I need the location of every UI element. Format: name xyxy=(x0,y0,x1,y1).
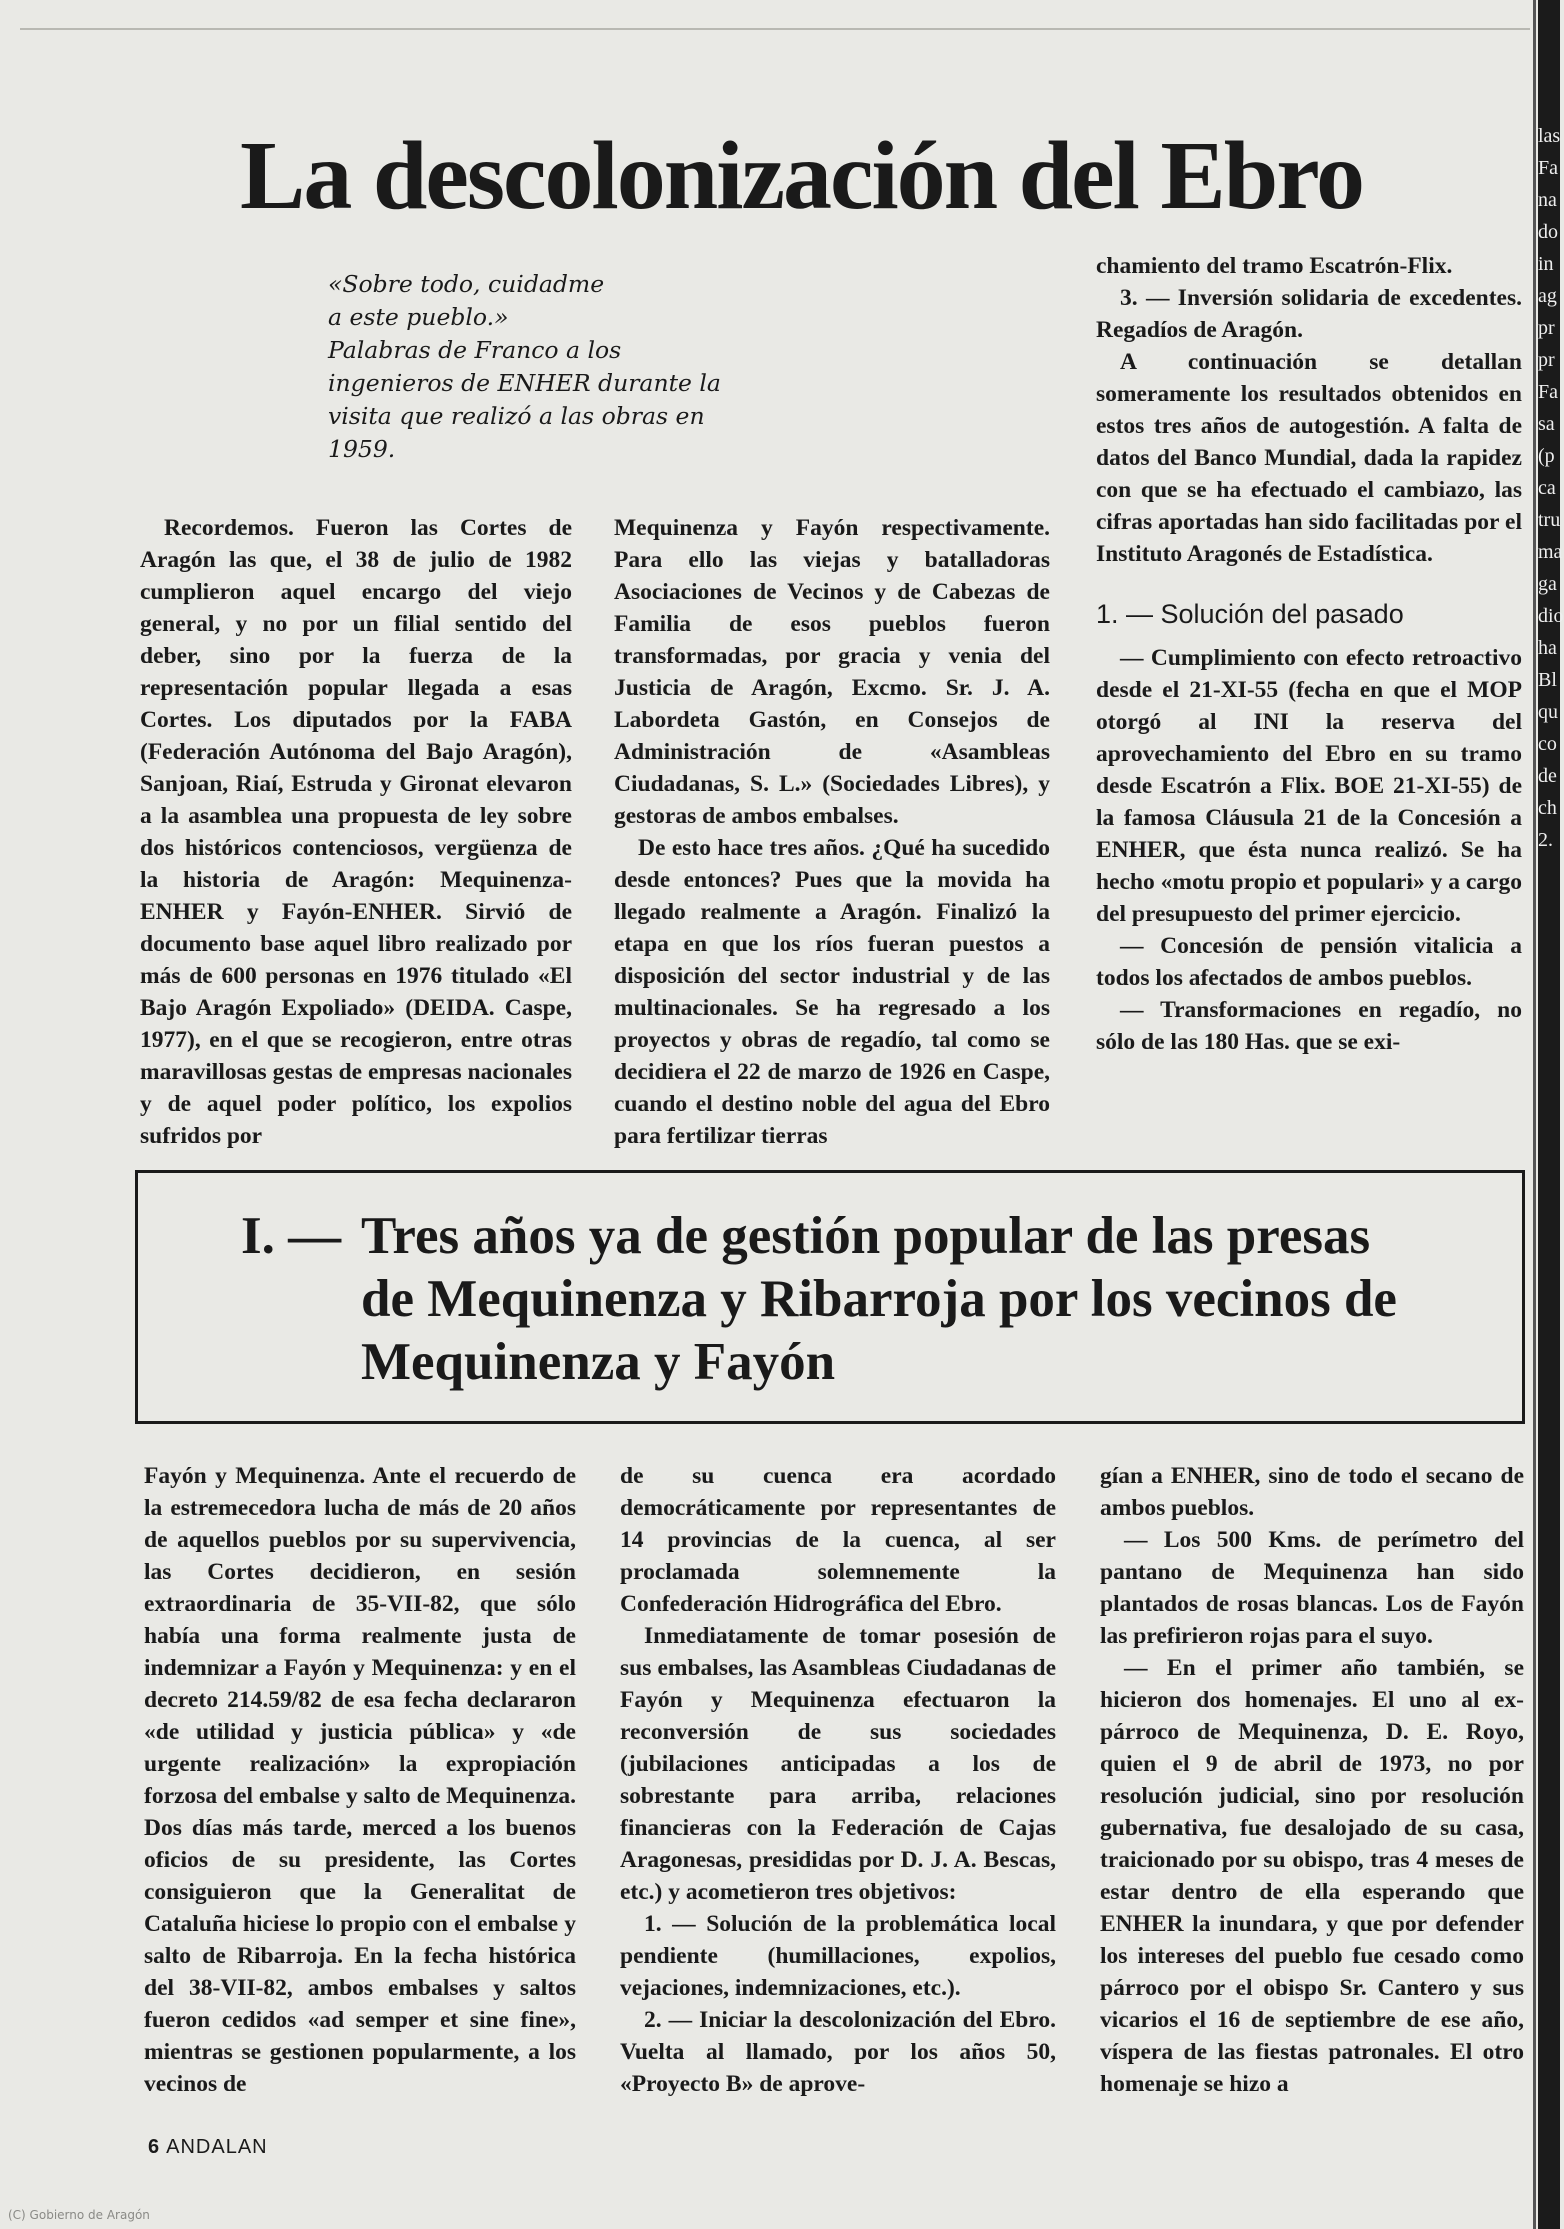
intro-col3-paragraph-2: 3. — Inversión solidaria de excedentes. Regadíos de Aragón. xyxy=(1096,285,1522,343)
intro-col3-paragraph-4: — Cumplimiento con efecto retroactivo desde el 21-XI-55 (fecha en que el MOP otorgó al INI la reserva del aprovechamiento del Ebro en su tramo desde Escatrón a Flix. BOE 21-XI-55) de la famosa Cláusula 21 de la Concesión a ENHER, que ésta nunca realizó. Se ha hecho «motu propio et populari» y a cargo del presupuesto del primer ejercicio. xyxy=(1096,645,1522,927)
epigraph-attribution: Palabras de Franco a los ingenieros de ENHER durante la visita que realizó a las obras en 1959. xyxy=(328,336,721,463)
intro-column-3 xyxy=(1096,250,1522,1058)
body-column-1 xyxy=(144,1460,576,2100)
intro-col3-paragraph-6: — Transformaciones en regadío, no sólo de las 180 Has. que se exi- xyxy=(1096,997,1522,1055)
epigraph-quote-line2: a este pueblo.» xyxy=(328,303,509,331)
section-heading xyxy=(241,1205,1421,1394)
intro-col3-paragraph-5: — Concesión de pensión vitalicia a todos los afectados de ambos pueblos. xyxy=(1096,933,1522,991)
section-box xyxy=(135,1170,1525,1424)
body-col2-paragraph-2: Inmediatamente de tomar posesión de sus embalses, las Asambleas Ciudadanas de Fayón y Mequinenza efectuaron la reconversión de sus sociedades (jubilaciones anticipadas a los de sobrestante para arriba, relaciones financieras con la Federación de Cajas Aragonesas, presididas por D. J. A. Bescas, etc.) y acometieron tres objetivos: xyxy=(620,1623,1056,1905)
body-col3-paragraph-1: gían a ENHER, sino de todo el secano de ambos pueblos. xyxy=(1100,1463,1524,1521)
publication-name: ANDALAN xyxy=(166,2136,268,2158)
copyright-watermark: (C) Gobierno de Aragón xyxy=(8,2208,150,2222)
section-label: I. — xyxy=(241,1207,342,1265)
body-column-2 xyxy=(620,1460,1056,2100)
intro-col1-text: Recordemos. Fueron las Cortes de Aragón las que, el 38 de julio de 1982 cumplieron aquel encargo del viejo general, y no por un filial sentido del deber, sino por la fuerza de la representación popular llegada a esas Cortes. Los diputados por la FABA (Federación Autónoma del Bajo Aragón), Sanjoan, Riaí, Estruda y Gironat elevaron a la asamblea una propuesta de ley sobre dos históricos contenciosos, vergüenza de la historia de Aragón: Mequinenza-ENHER y Fayón-ENHER. Sirvió de documento base aquel libro realizado por más de 600 personas en 1976 titulado «El Bajo Aragón Expoliado» (DEIDA. Caspe, 1977), en el que se recogieron, entre otras maravillosas gestas de empresas nacionales y de aquel poder político, los expolios sufridos por xyxy=(140,515,572,1149)
intro-column-2 xyxy=(614,512,1050,1152)
body-col1-text: Fayón y Mequinenza. Ante el recuerdo de la estremecedora lucha de más de 20 años de aquellos pueblos por su supervivencia, las Cortes decidieron, en sesión extraordinaria de 35-VII-82, que sólo había una forma realmente justa de indemnizar a Fayón y Mequinenza: y en el decreto 214.59/82 de esa fecha declararon «de utilidad y justicia pública» y «de urgente realización» la expropiación forzosa del embalse y salto de Mequinenza. Dos días más tarde, merced a los buenos oficios de su presidente, las Cortes consiguieron que la Generalitat de Cataluña hiciese lo propio con el embalse y salto de Ribarroja. En la fecha histórica del 38-VII-82, ambos embalses y saltos fueron cedidos «ad semper et sine fine», mientras se gestionen popularmente, a los vecinos de xyxy=(144,1463,576,2097)
top-rule xyxy=(20,28,1530,30)
intro-col2-paragraph-2: De esto hace tres años. ¿Qué ha sucedido desde entonces? Pues que la movida ha llegado realmente a Aragón. Finalizó la etapa en que los ríos fueran puestos a disposición del sector industrial y de las multinacionales. Se ha regresado a los proyectos y obras de regadío, tal como se decidiera el 22 de marzo de 1926 en Caspe, cuando el destino noble del agua del Ebro para fertilizar tierras xyxy=(614,835,1050,1149)
adjacent-page-text-fragments: las Fa na do in ag pr pr Fa sa (p ca tru ma ga dio ha Bl qu co de ch 2. xyxy=(1538,125,1564,851)
body-column-3 xyxy=(1100,1460,1524,2100)
body-col3-paragraph-2: — Los 500 Kms. de perímetro del pantano de Mequinenza han sido plantados de rosas blancas. Los de Fayón las prefirieron rojas para el suyo. xyxy=(1100,1527,1524,1649)
intro-col3-subhead: 1. — Solución del pasado xyxy=(1096,599,1404,629)
section-heading-text: Tres años ya de gestión popular de las presas de Mequinenza y Ribarroja por los vecinos de Mequinenza y Fayón xyxy=(361,1207,1397,1391)
epigraph-quote-line1: «Sobre todo, cuidadme xyxy=(328,270,605,298)
body-col2-paragraph-1: de su cuenca era acordado democráticamente por representantes de 14 provincias de la cuenca, al ser proclamada solemnemente la Confederación Hidrográfica del Ebro. xyxy=(620,1463,1056,1617)
intro-column-1 xyxy=(140,512,572,1152)
page-number: 6 xyxy=(148,2136,161,2158)
intro-col3-paragraph-3: A continuación se detallan someramente los resultados obtenidos en estos tres años de autogestión. A falta de datos del Banco Mundial, dada la rapidez con que se ha efectuado el cambiazo, las cifras aportadas han sido facilitadas por el Instituto Aragonés de Estadística. xyxy=(1096,349,1522,567)
page-title: La descolonización del Ebro xyxy=(240,122,1364,230)
body-col2-paragraph-3: 1. — Solución de la problemática local pendiente (humillaciones, expolios, vejaciones, indemnizaciones, etc.). xyxy=(620,1911,1056,2001)
intro-col2-paragraph-1: Mequinenza y Fayón respectivamente. Para ello las viejas y batalladoras Asociaciones de Vecinos y de Cabezas de Familia de esos pueblos fueron transformadas, por gracia y venia del Justicia de Aragón, Excmo. Sr. J. A. Labordeta Gastón, en Consejos de Administración de «Asambleas Ciudadanas, S. L.» (Sociedades Libres), y gestoras de ambos embalses. xyxy=(614,515,1050,829)
intro-col3-paragraph-1: chamiento del tramo Escatrón-Flix. xyxy=(1096,253,1453,279)
body-col3-paragraph-3: — En el primer año también, se hicieron dos homenajes. El uno al ex-párroco de Mequinenza, D. E. Royo, quien el 9 de abril de 1973, no por resolución judicial, sino por resolución gubernativa, fue desalojado de su casa, traicionado por su obispo, tras 4 meses de estar dentro de ella esperando que ENHER la inundara, y que por defender los intereses del pueblo fue cesado como párroco por el obispo Sr. Cantero y sus vicarios el 16 de septiembre de ese año, víspera de las fiestas patronales. El otro homenaje se hizo a xyxy=(1100,1655,1524,2097)
footer xyxy=(148,2136,268,2159)
body-col2-paragraph-4: 2. — Iniciar la descolonización del Ebro. Vuelta al llamado, por los años 50, «Proyecto B» de aprove- xyxy=(620,2007,1056,2097)
epigraph xyxy=(328,268,728,466)
